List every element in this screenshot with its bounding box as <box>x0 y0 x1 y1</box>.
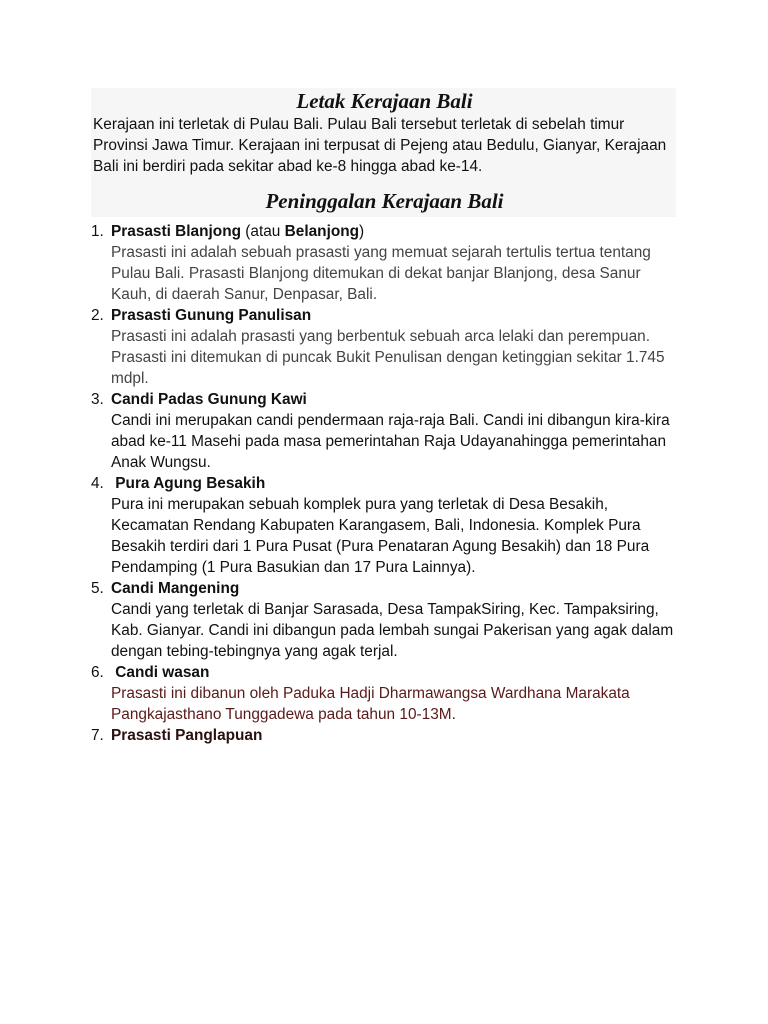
item-description: Prasasti ini adalah sebuah prasasti yang memuat sejarah tertulis tertua tentang Pulau Bali. Prasasti Blanjong ditemukan di dekat banjar Blanjong, desa Sanur Kauh, di daerah Sanur, Denpasar, Bali. <box>111 244 651 303</box>
item-title: Candi Mangening <box>111 580 240 597</box>
item-title-alt: Belanjong <box>284 223 360 240</box>
item-number: 1. <box>91 223 104 240</box>
item-description: Candi ini merupakan candi pendermaan raja-raja Bali. Candi ini dibangun kira-kira abad ke-11 Masehi pada masa pemerintahan Raja Udayanahingga pemerintahan Anak Wungsu. <box>111 412 670 471</box>
item-title: Candi wasan <box>111 664 210 681</box>
item-number: 3. <box>91 391 104 408</box>
list-item <box>91 662 676 725</box>
shaded-header-block <box>91 88 676 217</box>
list-item <box>91 389 676 473</box>
paragraph-letak: Kerajaan ini terletak di Pulau Bali. Pulau Bali tersebut terletak di sebelah timur Provinsi Jawa Timur. Kerajaan ini terpusat di Pejeng atau Bedulu, Gianyar, Kerajaan Bali ini berdiri pada sekitar abad ke-8 hingga abad ke-14. <box>93 116 667 175</box>
item-description: Prasasti ini adalah prasasti yang berbentuk sebuah arca lelaki dan perempuan. Prasasti ini ditemukan di puncak Bukit Penulisan dengan ketinggian sekitar 1.745 mdpl. <box>111 328 665 387</box>
list-item <box>91 725 676 746</box>
peninggalan-list <box>91 221 676 746</box>
item-description: Candi yang terletak di Banjar Sarasada, Desa TampakSiring, Kec. Tampaksiring, Kab. Gianyar. Candi ini dibangun pada lembah sungai Pakerisan yang agak dalam dengan tebing-tebingnya yang agak terjal. <box>111 601 674 660</box>
item-number: 6. <box>91 664 104 681</box>
item-number: 5. <box>91 580 104 597</box>
list-item <box>91 578 676 662</box>
item-title-suffix: (atau <box>241 223 285 240</box>
section-title-peninggalan: Peninggalan Kerajaan Bali <box>265 189 504 213</box>
item-number: 2. <box>91 307 104 324</box>
list-item <box>91 305 676 389</box>
item-title: Candi Padas Gunung Kawi <box>111 391 307 408</box>
document-page <box>91 88 676 746</box>
item-number: 7. <box>91 727 104 744</box>
item-number: 4. <box>91 475 104 492</box>
list-item <box>91 221 676 305</box>
item-title: Prasasti Blanjong <box>111 223 242 240</box>
item-description: Pura ini merupakan sebuah komplek pura yang terletak di Desa Besakih, Kecamatan Rendang Kabupaten Karangasem, Bali, Indonesia. Komplek Pura Besakih terdiri dari 1 Pura Pusat (Pura Penataran Agung Besakih) dan 18 Pura Pendamping (1 Pura Basukian dan 17 Pura Lainnya). <box>111 496 650 576</box>
section-title-letak: Letak Kerajaan Bali <box>296 89 473 113</box>
item-title: Prasasti Panglapuan <box>111 727 263 744</box>
item-title-end: ) <box>359 223 365 240</box>
list-item <box>91 473 676 578</box>
item-description: Prasasti ini dibanun oleh Paduka Hadji Dharmawangsa Wardhana Marakata Pangkajasthano Tunggadewa pada tahun 10-13M. <box>111 685 630 723</box>
item-title: Pura Agung Besakih <box>111 475 266 492</box>
item-title: Prasasti Gunung Panulisan <box>111 307 312 324</box>
